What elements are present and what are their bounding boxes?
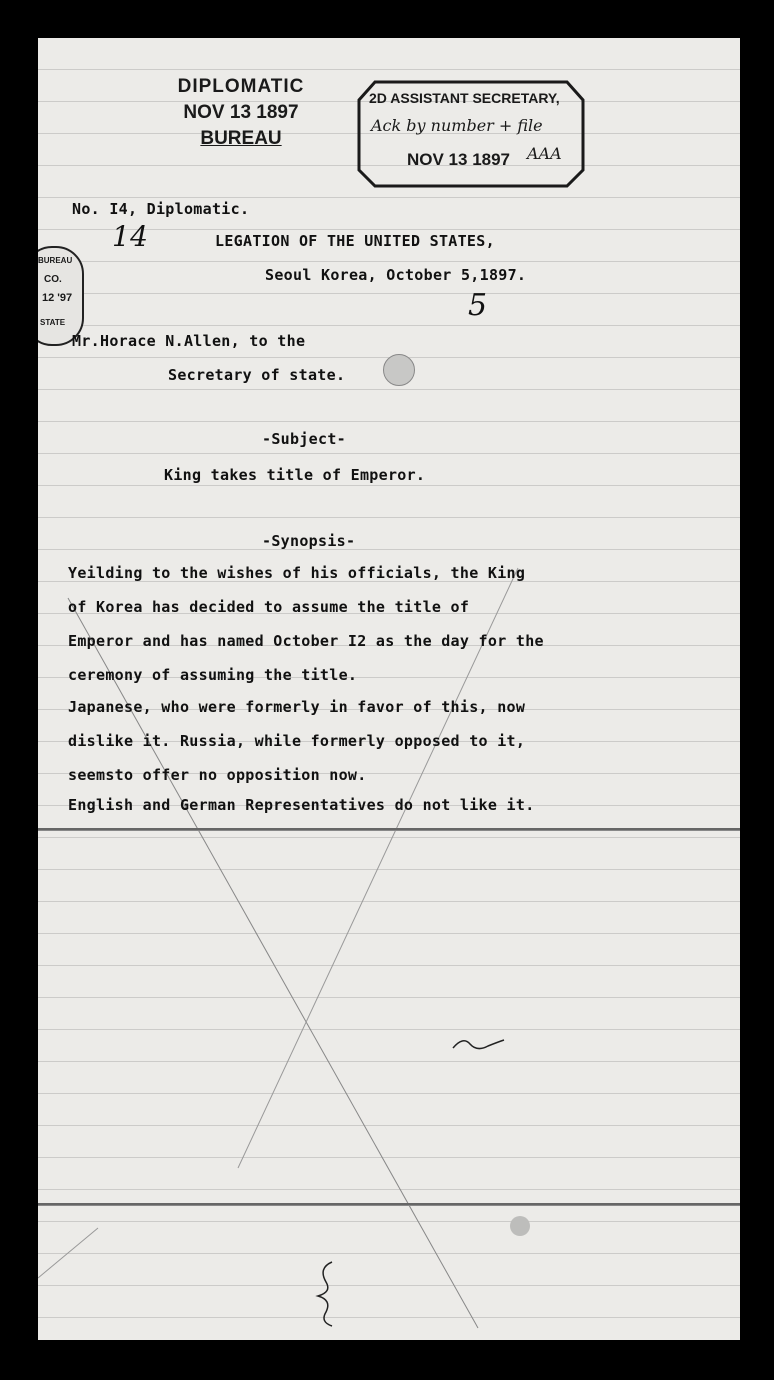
document-number: No. I4, Diplomatic.: [72, 200, 250, 218]
synopsis-line-7: seemsto offer no opposition now.: [68, 766, 367, 784]
legation-heading: LEGATION OF THE UNITED STATES,: [215, 232, 495, 250]
stamp-line-diplomatic: DIPLOMATIC: [177, 76, 305, 97]
synopsis-line-8: English and German Representatives do not like it.: [68, 796, 535, 814]
rule-double-top: [38, 828, 740, 831]
subject-heading: -Subject-: [262, 430, 346, 448]
synopsis-line-3: Emperor and has named October I2 as the day for the: [68, 632, 544, 650]
synopsis-line-4: ceremony of assuming the title.: [68, 666, 358, 684]
document-page: [38, 38, 740, 1340]
synopsis-line-2: of Korea has decided to assume the title of: [68, 598, 470, 616]
side-stamp-line1: BUREAU: [38, 256, 73, 265]
rule-double-bottom: [38, 1203, 740, 1206]
place-date: Seoul Korea, October 5,1897.: [265, 266, 527, 284]
stamp-date: NOV 13 1897: [407, 150, 511, 169]
side-stamp-line2: CO.: [44, 274, 62, 285]
from-line: Mr.Horace N.Allen, to the: [72, 332, 306, 350]
synopsis-line-1: Yeilding to the wishes of his officials, the King: [68, 564, 526, 582]
handwritten-number: 14: [112, 220, 149, 253]
side-stamp-line3: 12 '97: [42, 292, 73, 304]
stamp-date: NOV 13 1897: [183, 102, 299, 123]
stamp-initials: AAA: [527, 144, 562, 163]
pen-squiggle: [448, 1028, 508, 1068]
synopsis-line-6: dislike it. Russia, while formerly opposed to it,: [68, 732, 526, 750]
stamp-handwriting: Ack by number + file: [371, 116, 543, 135]
punch-hole: [383, 354, 415, 386]
synopsis-line-5: Japanese, who were formerly in favor of this, now: [68, 698, 526, 716]
to-line: Secretary of state.: [168, 366, 346, 384]
handwritten-page-mark: 5: [468, 288, 488, 323]
stamp-line-bureau: BUREAU: [200, 128, 282, 149]
assistant-secretary-stamp: [355, 78, 587, 190]
synopsis-heading: -Synopsis-: [262, 532, 356, 550]
side-stamp-line4: STATE: [40, 318, 66, 327]
ink-spot: [510, 1216, 530, 1236]
bracket-mark: [312, 1258, 342, 1328]
stamp-title: 2D ASSISTANT SECRETARY,: [369, 90, 560, 106]
side-stamp: [38, 246, 84, 346]
diplomatic-bureau-stamp: [166, 76, 316, 150]
subject-text: King takes title of Emperor.: [164, 466, 426, 484]
